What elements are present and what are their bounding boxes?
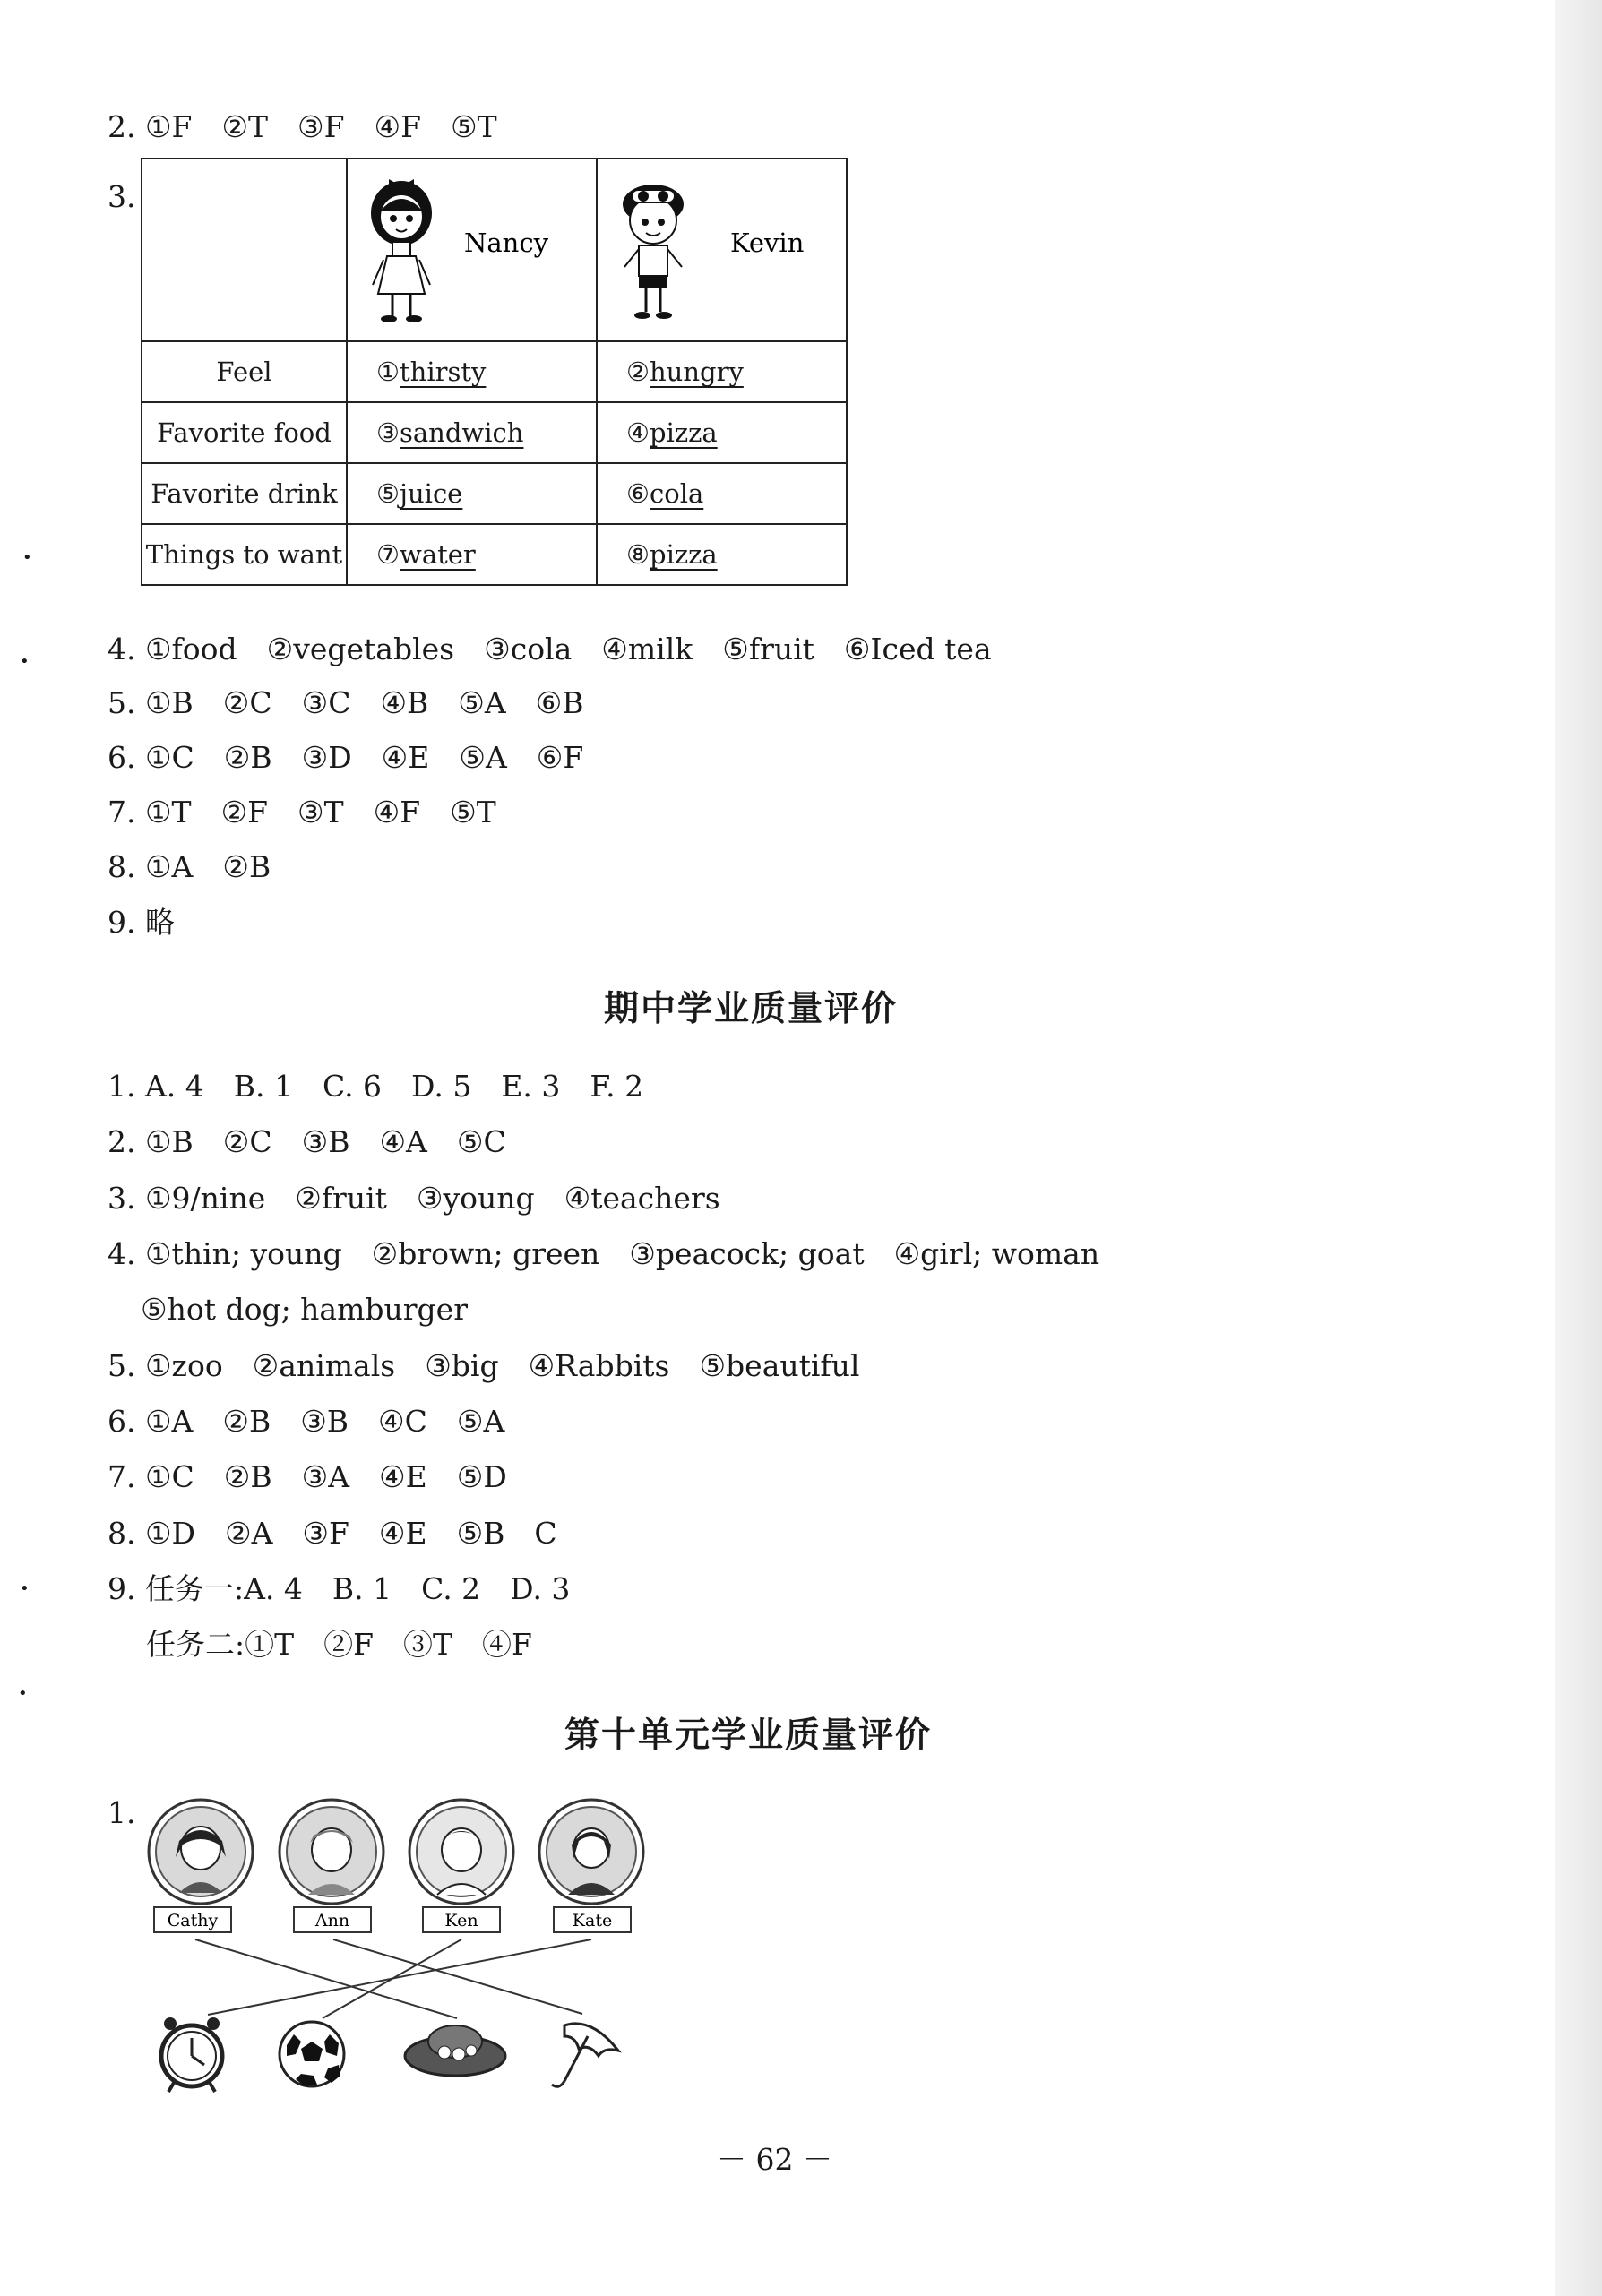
answer-number: ④ bbox=[626, 417, 650, 448]
mid-answer-5: 5. ①zoo ②animals ③big ④Rabbits ⑤beautiful bbox=[108, 1348, 860, 1383]
answer-number: ② bbox=[626, 357, 650, 387]
mid-answer-2: 2. ①B ②C ③B ④A ⑤C bbox=[108, 1124, 506, 1159]
mid-answer-7: 7. ①C ②B ③A ④E ⑤D bbox=[108, 1459, 507, 1494]
match-line bbox=[208, 1939, 591, 2015]
mid-answer-9: 9. 任务一:A. 4 B. 1 C. 2 D. 3 bbox=[108, 1571, 571, 1606]
page-edge-shadow bbox=[1555, 0, 1602, 2296]
stray-dot: • bbox=[18, 1684, 28, 1703]
name-ken: Ken bbox=[444, 1911, 478, 1931]
answer-word: sandwich bbox=[400, 417, 524, 448]
umbrella-icon bbox=[552, 2024, 618, 2086]
row-label: Favorite food bbox=[142, 402, 347, 463]
ken-portrait bbox=[409, 1800, 513, 1904]
mid-answer-1: 1. A. 4 B. 1 C. 6 D. 5 E. 3 F. 2 bbox=[108, 1069, 644, 1104]
stray-dot: • bbox=[20, 1579, 30, 1598]
kevin-answer bbox=[597, 402, 847, 463]
answer-word: hungry bbox=[650, 357, 744, 387]
nancy-answer bbox=[347, 524, 597, 585]
answer-word: water bbox=[400, 539, 476, 570]
row-label: Feel bbox=[142, 341, 347, 402]
cathy-portrait bbox=[149, 1800, 253, 1904]
answer-3-number: 3. bbox=[108, 179, 136, 214]
answer-number: ⑤ bbox=[376, 478, 400, 509]
answer-word: pizza bbox=[650, 539, 718, 570]
nancy-name: Nancy bbox=[464, 228, 548, 258]
answer-number: ⑥ bbox=[626, 478, 650, 509]
answer-6: 6. ①C ②B ③D ④E ⑤A ⑥F bbox=[108, 740, 584, 775]
answer-2: 2. ①F ②T ③F ④F ⑤T bbox=[108, 109, 497, 144]
soccer-ball-icon bbox=[280, 2022, 344, 2086]
nancy-answer bbox=[347, 402, 597, 463]
table-row bbox=[142, 402, 847, 463]
table-row bbox=[142, 463, 847, 524]
mid-answer-4-cont: ⑤hot dog; hamburger bbox=[141, 1292, 468, 1327]
hat-icon bbox=[405, 2025, 505, 2076]
kevin-answer bbox=[597, 463, 847, 524]
stray-dot: • bbox=[20, 652, 30, 671]
stray-dot: • bbox=[22, 548, 32, 567]
match-line bbox=[195, 1939, 457, 2018]
answer-9: 9. 略 bbox=[108, 905, 175, 940]
nancy-cell bbox=[347, 159, 597, 341]
answer-word: cola bbox=[650, 478, 704, 509]
ann-portrait bbox=[280, 1800, 383, 1904]
table-corner-cell bbox=[142, 159, 347, 341]
mid-answer-8: 8. ①D ②A ③F ④E ⑤B C bbox=[108, 1516, 557, 1551]
mid-answer-9-cont: 任务二:①T ②F ③T ④F bbox=[146, 1627, 532, 1662]
page-number: － 62 － bbox=[717, 2142, 832, 2177]
answer-number: ⑦ bbox=[376, 539, 400, 570]
answer-5: 5. ①B ②C ③C ④B ⑤A ⑥B bbox=[108, 685, 584, 720]
row-label: Things to want bbox=[142, 524, 347, 585]
kevin-answer bbox=[597, 341, 847, 402]
table-header-row bbox=[142, 159, 847, 341]
mid-answer-3: 3. ①9/nine ②fruit ③young ④teachers bbox=[108, 1181, 720, 1216]
kevin-answer bbox=[597, 524, 847, 585]
answer-4: 4. ①food ②vegetables ③cola ④milk ⑤fruit ⑥Iced tea bbox=[108, 632, 992, 666]
match-line bbox=[333, 1939, 582, 2014]
nancy-answer bbox=[347, 341, 597, 402]
mid-answer-6: 6. ①A ②B ③B ④C ⑤A bbox=[108, 1404, 505, 1439]
midterm-section-title: 期中学业质量评价 bbox=[604, 989, 899, 1029]
answer-7: 7. ①T ②F ③T ④F ⑤T bbox=[108, 795, 496, 830]
mid-answer-4: 4. ①thin; young ②brown; green ③peacock; goat ④girl; woman bbox=[108, 1236, 1100, 1271]
answer-number: ③ bbox=[376, 417, 400, 448]
table-row bbox=[142, 341, 847, 402]
unit10-section-title: 第十单元学业质量评价 bbox=[564, 1716, 933, 1756]
name-kate: Kate bbox=[572, 1911, 613, 1931]
table-row bbox=[142, 524, 847, 585]
row-label: Favorite drink bbox=[142, 463, 347, 524]
name-ann: Ann bbox=[314, 1911, 350, 1931]
kevin-name: Kevin bbox=[730, 228, 805, 258]
answer-8: 8. ①A ②B bbox=[108, 849, 271, 884]
nancy-illustration bbox=[348, 159, 563, 334]
answer-word: pizza bbox=[650, 417, 718, 448]
matching-figure bbox=[143, 1794, 681, 2099]
answer-number: ① bbox=[376, 357, 400, 387]
kate-portrait bbox=[539, 1800, 643, 1904]
alarm-clock-icon bbox=[161, 2017, 222, 2092]
answer-word: thirsty bbox=[400, 357, 487, 387]
answer-word: juice bbox=[400, 478, 463, 509]
nancy-answer bbox=[347, 463, 597, 524]
name-cathy: Cathy bbox=[167, 1911, 219, 1931]
answer-table bbox=[141, 158, 848, 586]
unit10-answer-1: 1. bbox=[108, 1795, 136, 1830]
answer-number: ⑧ bbox=[626, 539, 650, 570]
kevin-illustration bbox=[598, 159, 817, 334]
kevin-cell bbox=[597, 159, 847, 341]
